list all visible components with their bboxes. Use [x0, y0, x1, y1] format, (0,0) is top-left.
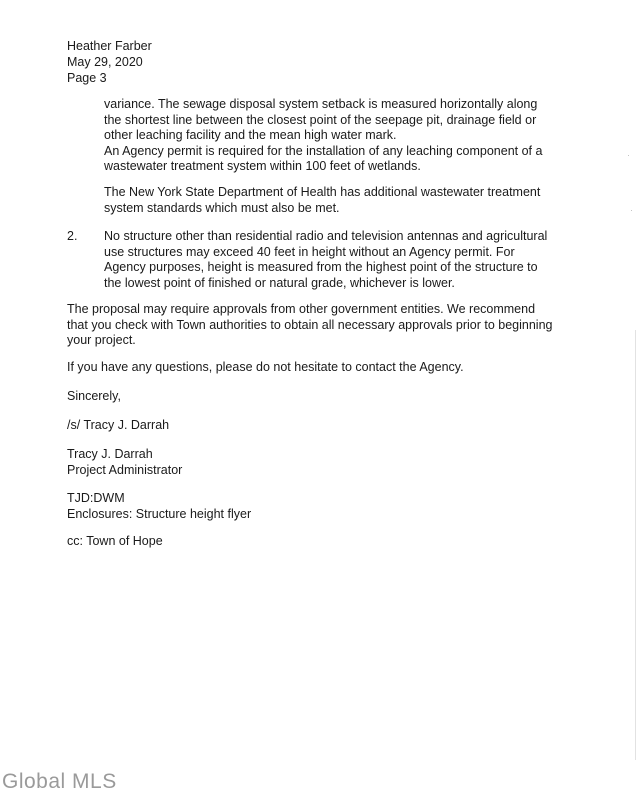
text-line: Agency purposes, height is measured from the highest point of the structure to — [104, 260, 538, 274]
global-mls-watermark: Global MLS — [2, 770, 117, 793]
text-line: The New York State Department of Health has additional wastewater treatment — [104, 185, 541, 199]
text-line: variance. The sewage disposal system setback is measured horizontally along — [104, 97, 538, 111]
reference-block — [67, 491, 251, 522]
text-line: use structures may exceed 40 feet in height without an Agency permit. For — [104, 244, 515, 259]
signer-block — [67, 447, 182, 478]
text-line: the shortest line between the closest point of the seepage pit, drainage field or — [104, 112, 537, 127]
signer-name: Tracy J. Darrah — [67, 447, 153, 461]
page-number: Page 3 — [67, 71, 107, 85]
closing — [67, 389, 121, 405]
text-line: the lowest point of finished or natural grade, whichever is lower. — [104, 275, 455, 290]
text-line: system standards which must also be met. — [104, 200, 340, 215]
text-line: wastewater treatment system within 100 feet of wetlands. — [104, 159, 421, 173]
scan-speck: · — [627, 150, 630, 160]
scan-edge-line — [635, 330, 636, 760]
paragraph-health-department — [104, 185, 540, 216]
closing-text: Sincerely, — [67, 389, 121, 403]
typist-initials: TJD:DWM — [67, 491, 125, 505]
text-line: No structure other than residential radio and television antennas and agricultural — [104, 229, 548, 243]
cc-block — [67, 534, 163, 550]
signature — [67, 418, 169, 434]
paragraph-questions — [67, 360, 464, 376]
signer-title: Project Administrator — [67, 462, 183, 477]
recipient-name: Heather Farber — [67, 39, 152, 53]
letter-header — [67, 38, 152, 86]
item-number: 2. — [67, 229, 78, 243]
enclosures-line: Enclosures: Structure height flyer — [67, 506, 252, 521]
paragraph-septic-setback — [104, 97, 542, 175]
text-line: that you check with Town authorities to obtain all necessary approvals prior to beginning — [67, 317, 553, 332]
text-line: An Agency permit is required for the installation of any leaching component of a — [104, 143, 543, 158]
text-line: If you have any questions, please do not hesitate to contact the Agency. — [67, 360, 464, 374]
paragraph-approvals — [67, 302, 552, 349]
cc-line: cc: Town of Hope — [67, 534, 163, 548]
signature-text: /s/ Tracy J. Darrah — [67, 418, 170, 432]
paragraph-height-limit — [104, 229, 547, 291]
text-line: your project. — [67, 333, 136, 347]
scan-speck: · — [630, 205, 633, 215]
text-line: The proposal may require approvals from other government entities. We recommend — [67, 302, 536, 316]
text-line: other leaching facility and the mean high water mark. — [104, 128, 397, 142]
letter-date: May 29, 2020 — [67, 55, 143, 69]
